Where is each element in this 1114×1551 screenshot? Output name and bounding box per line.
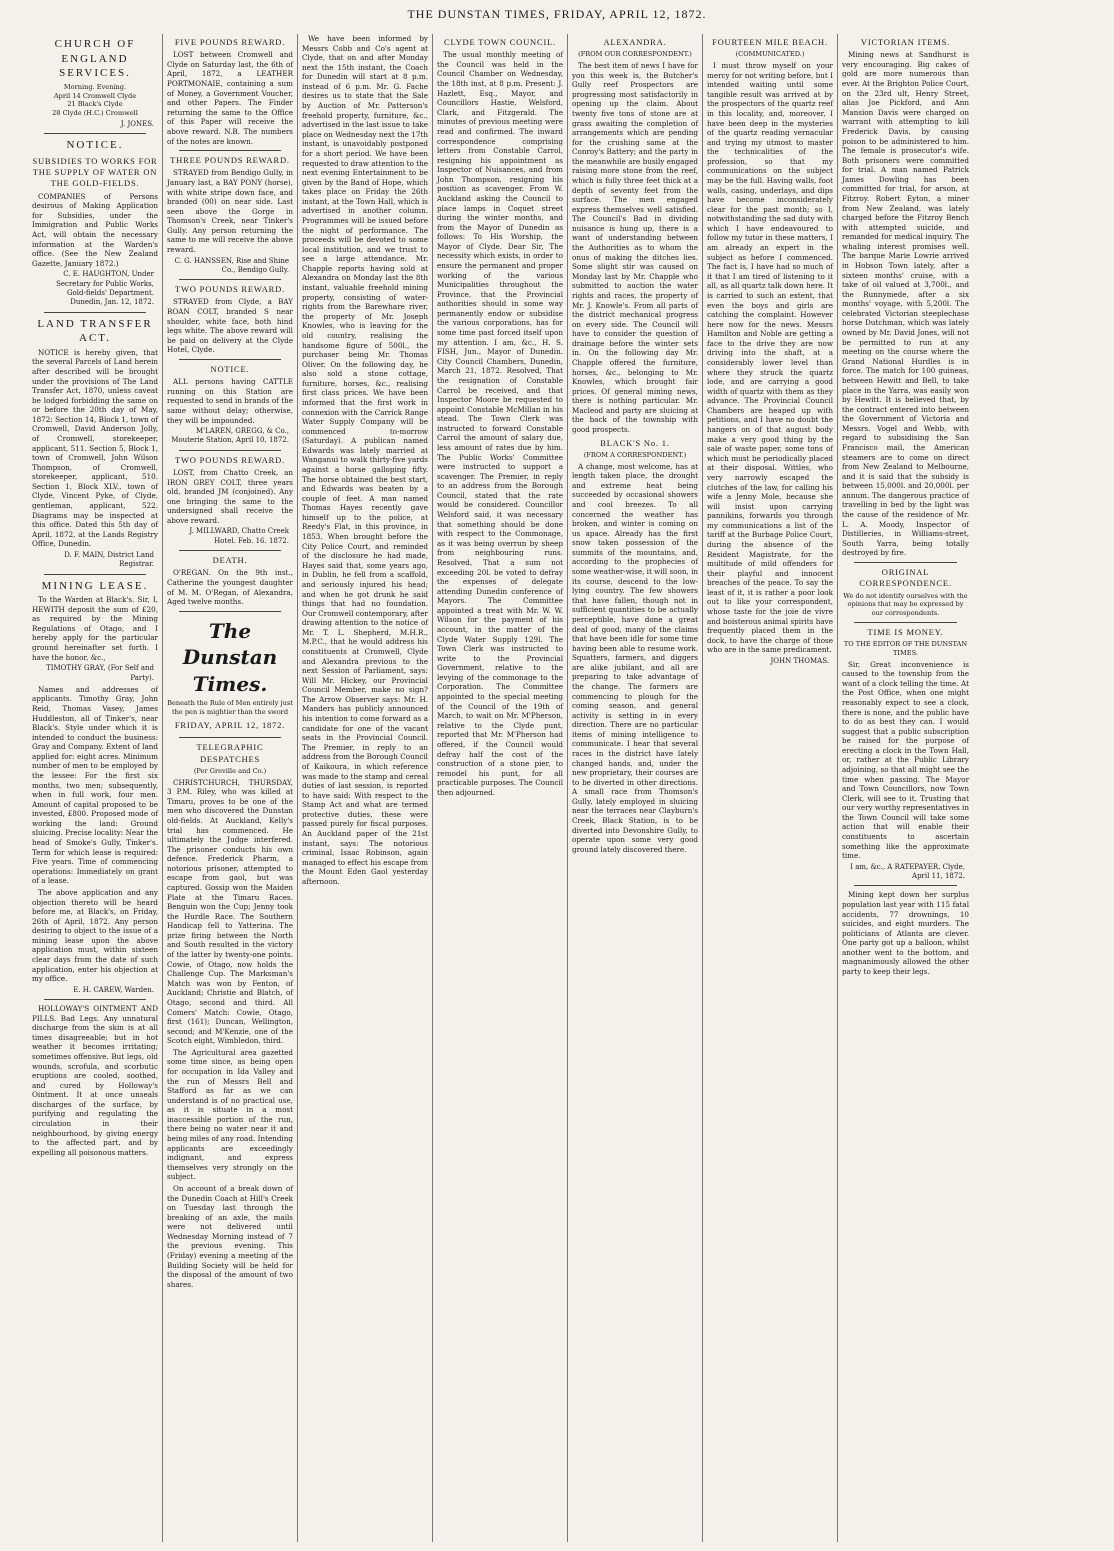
- column-5: [568, 34, 703, 1542]
- reward-two-a-body: STRAYED from Clyde, a BAY ROAN COLT, branded S near shoulder, white face, both hind legs white. The above reward will be paid on delivery at the Clyde Hotel, Clyde.: [167, 297, 293, 355]
- alexandra-subtitle: (FROM OUR CORRESPONDENT.): [578, 50, 692, 59]
- paper-title: The Dunstan Times.: [182, 618, 278, 696]
- original-correspondence-title: ORIGINAL CORRESPONDENCE.: [859, 566, 952, 589]
- column-2: [163, 34, 298, 1542]
- divider: [854, 622, 957, 623]
- church-signature: J. JONES.: [120, 119, 154, 128]
- reward-five-title: FIVE POUNDS REWARD.: [174, 37, 286, 47]
- divider: [44, 574, 146, 575]
- paper-title-block: [167, 618, 293, 732]
- notice-heading: SUBSIDIES TO WORKS FOR THE SUPPLY OF WATER ON THE GOLD-FIELDS.: [32, 155, 158, 189]
- reward-two-a-title: TWO POUNDS REWARD.: [174, 284, 286, 295]
- divider: [179, 279, 281, 280]
- divider: [854, 562, 957, 563]
- letter-title: TIME IS MONEY.: [867, 626, 944, 637]
- mining-lease-body: To the Warden at Black's. Sir, I, HEWITH deposit the sum of £20, as required by the Mining Regulations of Otago, and I hereby apply for the particular ground hereinafter set forth. I have the honor, &c.,: [32, 595, 158, 662]
- mining-lease-signature: TIMOTHY GRAY, (For Self and Party).: [46, 664, 154, 682]
- issue-date: FRIDAY, APRIL 12, 1872.: [174, 720, 286, 730]
- fourteen-mile-body: I must throw myself on your mercy for not writing before, but I intended waiting until some tangible result was arrived at by the prospectors of the quartz reef in this locality, and, moreover, I have been deep in the mysteries of the quartz reading vernacular and trying my utmost to master the technicalities of the profession, so that my communications on the subject may be the full. Having walls, foot walls, casing, underlays, and dips have become inconsiderately clear for the past month; so I, notwithstanding the sad duty with which I have endeavoured to follow my tutor in these matters, I am already an expert in the subject as before I commenced. The fact is, I have had so much of it that I am tired of listening to it all, as all quartz talk down here. It is carried to such an extent, that even the boys and girls are catching the complaint. However here now for the news. Messrs Hamilton and Noble are getting a face to the drive they are now driving into the shaft, at a considerably lower level than where they struck the quartz lode, and are carrying a good width of quartz with them as they advance. The Provincial Council Chambers are heaped up with petitions, and I have no doubt the hangers on of that august body make a very good thing by the sale of waste paper, some tons of which must be periodically placed at their disposal. Wittles, who very narrowly escaped the clutches of the law, for calling his wife a Jenny Mole, because she will insist upon carrying pannikins, forwards you through my communications a list of the tariff at the Burbage Police Court, during the absence of the Resident Magistrate, for the multitude of mild offenders for their playful and innocent breaches of the peace. To say the least of it, it is rather a poor look out to like your correspondent, whose taste for the joie de vivre and boisterous animal spirits have frequently placed them in the dock, to have the charge of those who are in the same predicament.: [707, 61, 833, 655]
- divider: [44, 312, 146, 313]
- divider: [854, 885, 957, 886]
- divider: [179, 450, 281, 451]
- local-news-body: We have been informed by Messrs Cobb and Co's agent at Clyde, that on and after Monday next the 15th instant, the Coach for Dunedin will start at 8 p.m. instead of 6 p.m. Mr. G. Fache desires us to state that the Sale by Auction of Mr. Patterson's freehold property, furniture, &c., advertised in the last issue to take place on Wednesday next the 17th instant, is unavoidably postponed for a short period. We have been requested to draw attention to the next evening Entertainment to be given by the Band of Hope, which takes place on Friday the 26th instant, at the Town Hall, which is advertised in another column. Programmes will be issued before the night of performance. The proceeds will be devoted to some local institution, and we trust to see a large attendance. Mr. Chapple reports having sold at Alexandra on Monday last the 8th instant, valuable freehold mining property, consisting of water-rights from the Barewhare river, the property of Mr. Joseph Knowles, who is leaving for the old country, realising the handsome figure of 500l., the purchaser being Mr. Thomas Oliver. On the following day, he also sold a stone cottage, furniture, horses, &c., realising first class prices. We have been informed that the first work in connexion with the Carrick Range Water Supply Company will be commenced to-morrow (Saturday). A publican named Edwards was lately married at Wanganui to walk thirty-five yards against a horse galloping fifty. The horse obtained the best start, and Edwards was beaten by a couple of feet. A man named Thomas Hayes recently gave himself up to the police, at Reedy's Flat, in this province, in 1853. When brought before the City Police Court, and reminded of the disclosure he had made, Hayes said that, some years ago, in Dublin, he fell from a scaffold, and seriously injured his head; and when he got drunk he said things that had no foundation. Our Cromwell contemporary, after drawing attention to the notice of Mr. T. L. Shepherd, M.H.R., M.P.C., that he would address his constituents at Cromwell, Clyde and Alexandra previous to the next Session of Parliament, says: Will Mr. Hickey, our Provincial Council Member, make no sign? The Arrow Observer says: Mr. H. Manders has publicly announced his intention to come forward as a candidate for one of the vacant seats in the Provincial Council. The Premier, in reply to an address from the Borough Council of Kaikoura, in which reference was made to the stamp and cereal duties of last session, is reported to have said: With respect to the Stamp Act and what are termed protective duties, these were passed purely for fiscal purposes. An Auckland paper of the 21st instant, says: The notorious criminal, Isaac Robinson, again managed to effect his escape from the Mount Eden Gaol yesterday afternoon.: [302, 34, 428, 886]
- reward-three-body: STRAYED from Bendigo Gully, in January last, a BAY PONY (horse), with white stripe down face, and branded (00) on near side. Last seen above the Gorge in Thomson's Creek, near Tinker's Gully. Any person returning the same to me will receive the above reward.: [167, 168, 293, 254]
- fourteen-mile-subtitle: (COMMUNICATED.): [735, 50, 805, 59]
- church-line: Morning. Evening.: [63, 82, 127, 91]
- columns: [28, 34, 1108, 1542]
- fourteen-mile-signature: JOHN THOMAS.: [770, 656, 829, 665]
- trailing-items: Mining kept down her surplus population last year with 115 fatal accidents, 77 drownings, 10 suicides, and eight murders. The politicians of Atlanta are clever. One party got up a balloon, whilst another went to the bottom, and magnanimously allowed the other party to keep their legs.: [842, 890, 969, 977]
- telegraphic-source: (Per Greville and Co.): [193, 766, 267, 775]
- paper-motto: Beneath the Rule of Men entirely just the pen is mightier than the sword: [167, 699, 293, 717]
- reward-three-signature: C. G. HANSSEN, Rise and Shine Co., Bendigo Gully.: [174, 256, 289, 274]
- land-transfer-body: NOTICE is hereby given, that the several Parcels of Land herein after described will be brought under the provisions of The Land Transfer Act, 1870, unless caveat be lodged forbidding the same on or before the 20th day of May, 1872: Section 14, Block 1, town of Cromwell, David Anderson Jolly, of Cromwell, storekeeper, applicant, 511. Section 5, Block 1, town of Cromwell, John Wilson Thompson, of Cromwell, storekeeper, applicant, 510. Section 1, Block XLV., town of Clyde, Vincent Pyke, of Clyde, gentleman, applicant, 522. Diagrams may be inspected at this office. Dated this 5th day of April, 1872, at the Lands Registry Office, Dunedin.: [32, 347, 158, 549]
- holloway-advert: HOLLOWAY'S OINTMENT AND PILLS. Bad Legs. Any unnatural discharge from the skin is at all times disagreeable; but in hot weather it becomes irritating; sometimes offensive. But legs, old wounds, scrofula, and scorbutic eruptions are cooled, soothed, and cured by Holloway's Ointment. It at once unseals discharges of the surface, by purifying and regulating the circulation in their neighbourhood, by giving energy to the affected part, and by expelling all poisonous matters.: [32, 1004, 158, 1157]
- divider: [179, 737, 281, 738]
- divider: [179, 550, 281, 551]
- divider: [44, 133, 146, 134]
- warden-signature: E. H. CAREW, Warden.: [73, 985, 154, 994]
- land-transfer-signature: D. F. MAIN, District Land Registrar.: [64, 550, 154, 569]
- alexandra-title: ALEXANDRA.: [603, 37, 667, 47]
- column-4: [433, 34, 568, 1542]
- death-body: O'REGAN. On the 9th inst., Catherine the youngest daughter of M. M. O'Regan, of Alexandra, Aged twelve months.: [167, 568, 293, 607]
- column-1: [28, 34, 163, 1542]
- cattle-notice-body: ALL persons having CATTLE running on this Station are requested to send in brands of the same without delay; otherwise, they will be impounded.: [167, 377, 293, 425]
- letter-addressee: TO THE EDITOR OF THE DUNSTAN TIMES.: [843, 640, 968, 657]
- death-title: DEATH.: [212, 555, 248, 566]
- notice-signature: C. E. HAUGHTON, Under Secretary for Public Works, Gold-fields' Department. Dunedin, Jan. 12, 1872.: [56, 270, 154, 307]
- letter-signature: I am, &c., A RATEPAYER. Clyde, April 11, 1872.: [850, 862, 965, 881]
- mining-lease-title: MINING LEASE.: [41, 579, 149, 592]
- notice-title: NOTICE.: [66, 139, 124, 152]
- divider: [179, 611, 281, 612]
- reward-three-title: THREE POUNDS REWARD.: [170, 155, 290, 166]
- victorian-items-body: Mining news at Sandhurst is very encouraging. Big cakes of gold are more numerous than ever. At the Brighton Police Court, on the 23rd ult, Henry Street, alias Joe Pickford, and Ann Mansion Davis were charged on warrant with attempting to kill Frederick Davis, by causing poison to be administered to him. The female is prosecutor's wife. Both prisoners were committed for trial. A man named Patrick James Dowling has been committed for trial, for arson, at Fitzroy. Robert Eyton, a miner from New Zealand, was lately charged before the Fitzroy Bench with attempted suicide, and remanded for medical inquiry. The whaling interest promises well. The barque Marie Lowrie arrived in Hobson Town lately, after a sixteen months' cruise, with a take of oil valued at 3,700l., and the Runnymede, after a six months' voyage, with 5,200l. The celebrated Victorian steeplechase horse Dutchman, which was lately owned by Mr. David Jones, will not be permitted to run at any meeting on the course where the Grand National Hurdles is in force. The match for 100 guineas, between Hewitt and Bell, to take place in the Yarra, was easily won by Hewitt. It is believed that, by the contract entered into between the Government of Victoria and Messrs. Vogel and Webb, with regard to subsidising the San Francisco mail, the American steamers are to come on direct from New Zealand to Melbourne, and it is said that the subsidy is between 15,000l. and 20,000l. per annum. The dangerous practice of travelling in bed by the light was the cause of the residence of Mr. L. A. Moody, Inspector of Distilleries, in Williams-street, South Yarra, being totally destroyed by fire.: [842, 50, 969, 558]
- blacks-subtitle: (FROM A CORRESPONDENT.): [583, 450, 687, 459]
- church-line: April 14 Cromwell Clyde: [53, 91, 137, 100]
- divider: [179, 150, 281, 151]
- council-body: The usual monthly meeting of the Council was held in the Council Chamber on Wednesday, the 18th inst, at 8 p.m. Present: J. Hazlett, Esq., Mayor, and Councillors Hastie, Welsford, Clark, and Fitzgerald. The minutes of previous meeting were read and confirmed. The inward correspondence comprising letters from Constable Carrol, resigning his appointment as Inspector of Nuisances, and from John Thompson, resigning his position as scavenger. From W. Auckland asking the Council to place lamps in Coquet street during the winter months, and from the Mayor of Dunedin as follows: To His Worship, the Mayor of Clyde. Dear Sir, The necessity which exists, in order to ensure the permanent and proper working of the various Municipalities throughout the Province, that the Provincial authorities should in some way permanently endow or subsidise the various corporations, has for some time past forced itself upon my attention. I am, &c., H. S. FISH, Jun., Mayor of Dunedin. City Council Chambers, Dunedin, March 21, 1872. Resolved, That the resignation of Constable Carrol be received, and that Inspector Moore be requested to appoint Constable McMillan in his stead. The Town Clerk was instructed to forward Constable Carrol the amount of salary due, less amount of rates due by him. The Public Works' Committee were instructed to support a scavenger. The Premier, in reply to an address from the Borough Council, stated that the rate would be considered. Councillor Welsford said, it was necessary that something should be done with respect to the Commonage, as it was being overrun by sheep from neighbouring runs. Resolved, That a sum not exceeding 20l. be voted to defray the expenses of delegate attending Dunedin conference of Mayors. The Committee appointed a treat with Mr. W. W. Wilson for the payment of his account, in the matter of the Clyde Water Supply 129l. The Town Clerk was instructed to write to the Provincial Government, relative to the levying of the commonage to the Corporation. The Committee appointed to the special meeting of the Council of the 19th of March, to wait on Mr. M'Pherson, relative to the Clyde punt, reported that Mr. M'Pherson had offered, if the Council would defray half the cost of the construction of a stone pier, to remodel his punt, for all practicable purposes. The Council then adjourned.: [437, 50, 563, 797]
- mining-lease-details: Names and addresses of applicants. Timothy Gray, John Reid, Thomas Vasey, James Huddleston, all of Tinker's, near Black's. Style under which it is intended to conduct the business: Gray and Company. Extent of land applied for: eight acres. Minimum number of men to be employed by the lessee: For the first six months, two men; subsequently, when in full work, four men. Amount of capital proposed to be invested, £800. Proposed mode of working the land: Ground sluicing. Precise locality: Near the head of Smoke's Gully, Tinker's. Term for which lease is required: Five years. Time of commencing operations: Immediately on grant of a lease.: [32, 684, 158, 886]
- land-transfer-title: LAND TRANSFER ACT.: [37, 317, 153, 345]
- mining-lease-notice: The above application and any objection thereto will be heard before me, at Black's, on Friday, 26th of April, 1872. Any person desiring to object to the issue of a mining lease upon the above application must, within sixteen clear days from the date of such application, enter his objection at my office.: [32, 887, 158, 984]
- telegraphic-body: CHRISTCHURCH, THURSDAY, 3 P.M. Riley, who was killed at Timaru, proves to be one of the men who discovered the Dunstan old-fields. At Auckland, Kelly's trial has commenced. He ultimately the Judge interfered. The prisoner conducts his own defence. Frederick Pharm, a notorious prisoner, attempted to escape from gaol, but was captured. Gossip won the Maiden Plate at the Timaru Races. Benguin won the Cup; Jenny took the Hurdle Race. The Southern Handicap fell to Yatterina. The prize firing between the North and South resulted in the victory of the latter by twenty-one points. Cowie, of Otago, now holds the Challenge Cup. The Marksman's Match was won by Fenton, of Auckland; Christie and Blatch, of Otago, second and third. All Comers' Match: Cowie, Otago, first (161); Duncan, Wellington, second; and M'Kenzie, one of the Scotch eight, Wimbledon, third.: [167, 777, 293, 1046]
- church-line: 21 Black's Clyde: [67, 100, 123, 109]
- letter-body: Sir, Great inconvenience is caused to the township from the want of a clock telling the time. At the Post Office, when one might reasonably expect to see a clock, there is none, and the public have to do as best they can. I would suggest that a public subscription be raised for the purpose of erecting a clock in the Town Hall, or, rather at the Public Library adjoining, so that all might see the time when passing. The Mayor and Town Councillors, now Town Clerk, will see to it. Trusting that our very worthy representatives in the Town Council will take some action that will enable their constituents to ascertain something like the approximate time.: [842, 659, 969, 861]
- telegraphic-title: TELEGRAPHIC DESPATCHES: [196, 742, 264, 764]
- notice-body: COMPANIES of Persons desirous of Making Application for Subsidies, under the Immigration and Public Works Act, will obtain the necessary information at the Warden's office. (See the New Zealand Gazette, January 1872.): [32, 191, 158, 268]
- column-7: [838, 34, 973, 1542]
- agricultural-area-paragraph: The Agricultural area gazetted some time since, as being open for occupation in Ida Valley and the run of Messrs Bell and Stafford as far as we can understand is of no practical use, as it is situate in a most inaccessible portion of the run, there being no water near it and being miles of any road. Intending applicants are exceedingly indignant, and express themselves very strongly on the subject.: [167, 1047, 293, 1182]
- reward-five-body: LOST between Cromwell and Clyde on Saturday last, the 6th of April, 1872, a LEATHER PORTMONAIE, containing a sum of Money, a Government Voucher, and other Papers. The Finder returning the same to the Office of this Paper will receive the above reward. N.B. The numbers of the notes are known.: [167, 50, 293, 146]
- divider: [44, 999, 146, 1000]
- cattle-notice-signature: M'LAREN, GREGG, & Co., Mouterie Station, April 10, 1872.: [171, 427, 289, 445]
- column-6: [703, 34, 838, 1542]
- church-line: 28 Clyde (H.C.) Cromwell: [52, 109, 138, 118]
- original-correspondence-note: We do not identify ourselves with the opinions that may be expressed by our correspondents.: [843, 591, 968, 618]
- reward-two-b-body: LOST, from Chatto Creek, an IRON GREY COLT, three years old, branded JM (conjoined). Any one bringing the same to the undersigned shall receive the above reward.: [167, 468, 293, 525]
- alexandra-body: The best item of news I have for you this week is, the Butcher's Gully reef Prospectors are progressing most satisfactorily in opening up the claim. About twenty five tons of stone are at grass awaiting the completion of arrangements which are pending for the crushing same at the Conroy's Battery; and the party in the meanwhile are busily engaged raising more stone from the reef, which is fully three feet thick at a depth of seventy feet from the surface. The men engaged express themselves well satisfied. The Council's Bad in dividing nuisance is hung up, there is a want of understanding between the Authorities as to whom the onus of making the ditches lies. Some slight stir was caused on Monday last by Mr. Chapple who submitted to auction the water rights and races, the property of Mr. J. Knowle's. From all parts of the district mechanical progress on every side. The Council will have to consider the question of drainage before the winter sets in. On the following day Mr. Chapple offered the furniture, horses, &c., belonging to Mr. Knowles, which brought fair prices. Of general mining news, there is nothing particular. Mr. Macleod and party are sluicing at the back of the township with good prospects.: [572, 61, 698, 435]
- reward-two-b-signature: J. MILLWARD, Chatto Creek Hotel. Feb. 16. 1872.: [189, 527, 289, 545]
- reward-two-b-title: TWO POUNDS REWARD.: [174, 454, 286, 465]
- victorian-items-title: VICTORIAN ITEMS.: [860, 37, 951, 47]
- blacks-body: A change, most welcome, has at length taken place, the drought and extreme heat being succeeded by occasional showers and cool breezes. To all concerned the weather has broken, and winter is coming on us apace. Already has the first snow taken possession of the summits of the mountains, and, according to the prophecies of some weather-wise, it will soon, in its course, descend to the low-lying country. The few showers that have fallen, though not in sufficient quantities to be actually perceptible, have done a great deal of good, many of the claims that have been idle for some time having been able to resume work. Squatters, farmers, and diggers are alike jubilant, and all are preparing to take advantage of the change. The farmers are commencing to plough for the coming season, and general activity is setting in in every direction. There are no particular items of mining intelligence to communicate. I hear that several races in the district have lately changed hands, and, under the new proprietary, their courses are to be diverted in other directions. A small race from Thomson's Gully, lately employed in sluicing near the terraces near Clayburn's Creek, Black Station, is to be diverted into Devonshire Gully, to operate upon some very good ground lately discovered there.: [572, 461, 698, 854]
- cattle-notice-title: NOTICE.: [210, 363, 250, 374]
- blacks-title: BLACK'S No. 1.: [600, 437, 670, 448]
- page-masthead: THE DUNSTAN TIMES, FRIDAY, APRIL 12, 1872.: [407, 7, 707, 21]
- divider: [179, 359, 281, 360]
- coach-paragraph: On account of a break down of the Dunedin Coach at Hill's Creek on Tuesday last through the breaking of an axle, the mails were not delivered until Wednesday Morning instead of 7 the previous evening. This (Friday) evening a meeting of the Building Society will be held for the disposal of the amount of two shares.: [167, 1183, 293, 1289]
- council-title: CLYDE TOWN COUNCIL.: [443, 37, 557, 47]
- column-3: [298, 34, 433, 1542]
- fourteen-mile-title: FOURTEEN MILE BEACH.: [712, 37, 828, 47]
- church-services-title: CHURCH OF ENGLAND SERVICES.: [54, 38, 136, 80]
